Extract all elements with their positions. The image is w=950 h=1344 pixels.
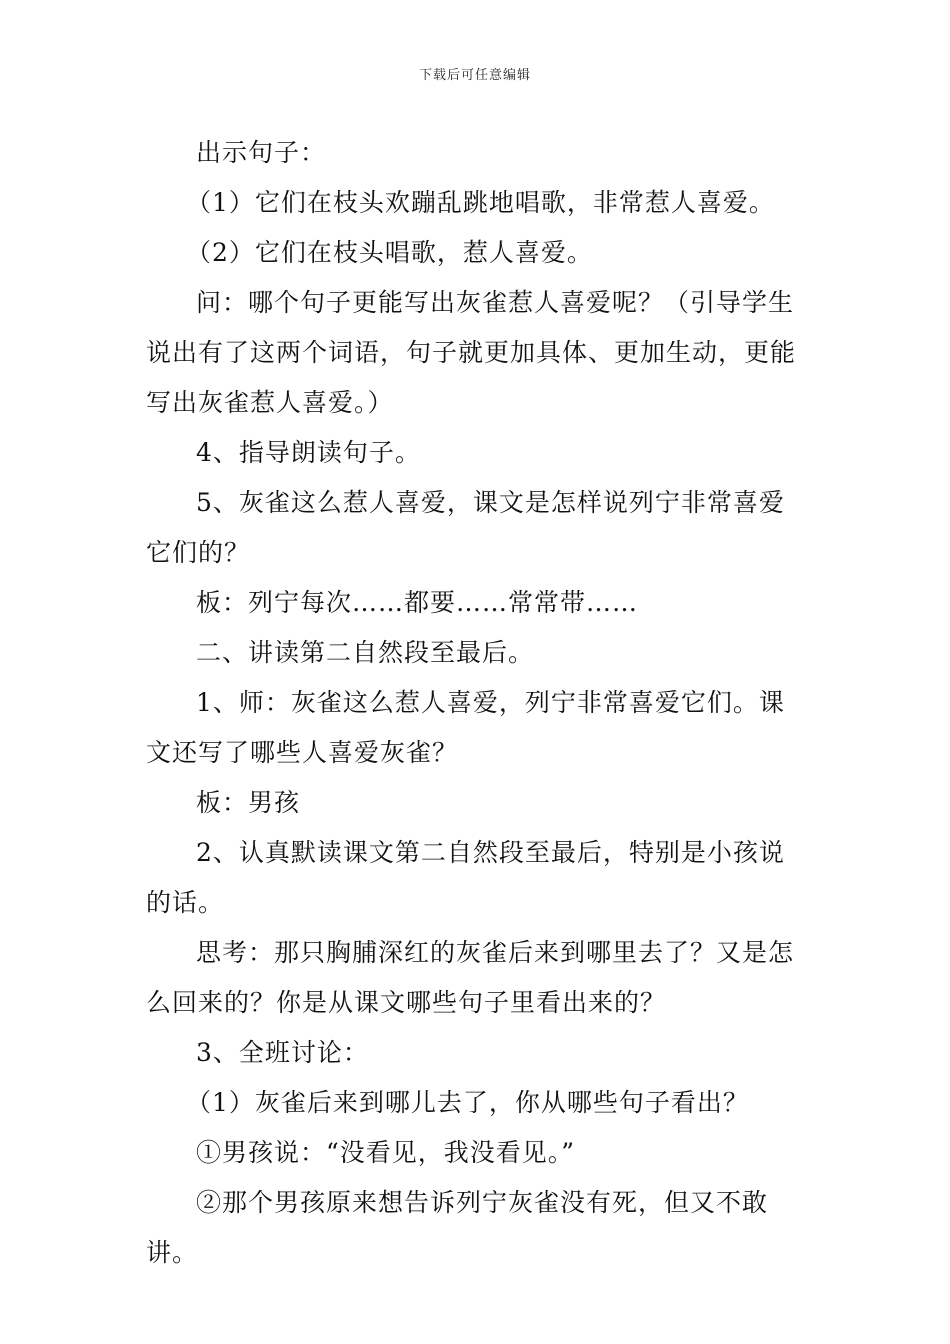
paragraph-quote-1: ①男孩说：“没看见，我没看见。”	[196, 1138, 576, 1167]
page-header: 下载后可任意编辑	[418, 68, 531, 83]
paragraph-board-boy: 板：男孩	[196, 788, 301, 817]
paragraph-discussion-1: （1）灰雀后来到哪儿去了，你从哪些句子看出？	[186, 1088, 749, 1117]
paragraph-think: 思考：那只胸脯深红的灰雀后来到哪里去了？又是怎么回来的？你是从课文哪些句子里看出来的？	[146, 938, 795, 1017]
paragraph-step-5: 5、灰雀这么惹人喜爱，课文是怎样说列宁非常喜爱它们的？	[146, 488, 785, 567]
paragraph-section-two: 二、讲读第二自然段至最后。	[196, 638, 535, 667]
paragraph-show-sentences: 出示句子：	[196, 138, 327, 167]
paragraph-step-4: 4、指导朗读句子。	[196, 438, 421, 467]
document-body	[146, 128, 808, 1278]
paragraph-step-3-discussion: 3、全班讨论：	[196, 1038, 369, 1067]
paragraph-step-2-reading: 2、认真默读课文第二自然段至最后，特别是小孩说的话。	[146, 838, 785, 917]
paragraph-teacher-1: 1、师：灰雀这么惹人喜爱，列宁非常喜爱它们。课文还写了哪些人喜爱灰雀？	[146, 688, 785, 767]
paragraph-sentence-2: （2）它们在枝头唱歌，惹人喜爱。	[186, 238, 593, 267]
paragraph-board-lenin: 板：列宁每次……都要……常常带……	[196, 588, 639, 617]
paragraph-quote-2: ②那个男孩原来想告诉列宁灰雀没有死，但又不敢讲。	[146, 1188, 769, 1267]
paragraph-question: 问：哪个句子更能写出灰雀惹人喜爱呢？（引导学生说出有了这两个词语，句子就更加具体、更加生动，更能写出灰雀惹人喜爱。）	[146, 288, 797, 417]
paragraph-sentence-1: （1）它们在枝头欢蹦乱跳地唱歌，非常惹人喜爱。	[186, 188, 775, 217]
